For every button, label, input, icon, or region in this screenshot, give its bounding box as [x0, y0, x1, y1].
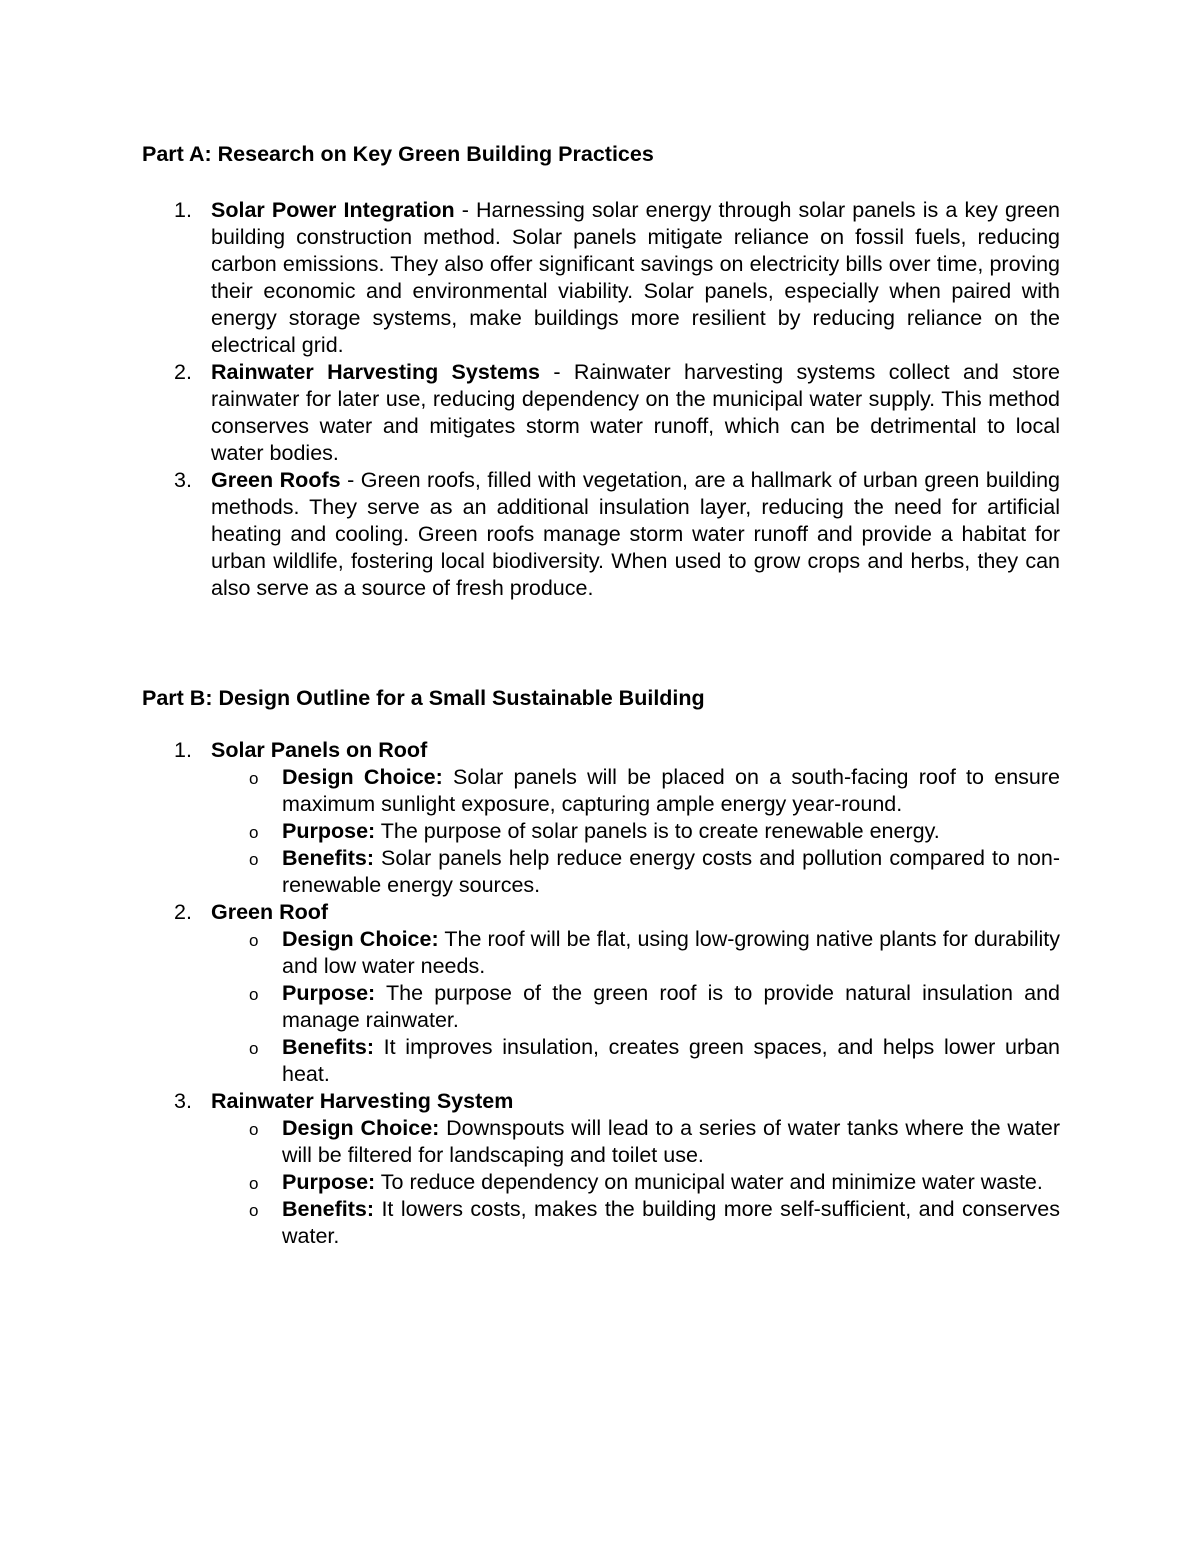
- bullet-icon: o: [249, 850, 259, 869]
- part-b-list: [0, 737, 1060, 1250]
- part-a-title: Part A: Research on Key Green Building Practices: [142, 142, 654, 166]
- point-text: Solar panels help reduce energy costs and pollution compared to non-renewable energy sources.: [282, 846, 1060, 897]
- point-text: To reduce dependency on municipal water and minimize water waste.: [375, 1170, 1043, 1194]
- point-text: Solar panels will be placed on a south-facing roof to ensure maximum sunlight exposure, capturing ample energy year-round.: [282, 765, 1060, 816]
- item-heading: Rainwater Harvesting System: [211, 1089, 514, 1113]
- point-label: Purpose:: [282, 819, 376, 843]
- item-text: Rainwater harvesting systems collect and store rainwater for later use, reducing dependency on the municipal water supply. This method conserves water and mitigates storm water runoff, which can be detrimental to local water bodies.: [211, 360, 1060, 465]
- bullet-icon: o: [249, 1174, 259, 1193]
- point-text: The purpose of the green roof is to provide natural insulation and manage rainwater.: [282, 981, 1060, 1032]
- part-a-item-green-roofs: [0, 467, 1060, 602]
- point-label: Purpose:: [282, 1170, 376, 1194]
- point-label: Benefits:: [282, 1035, 374, 1059]
- part-b-title: Part B: Design Outline for a Small Sustainable Building: [142, 686, 705, 710]
- design-choice-point: [211, 926, 1060, 980]
- list-number: 2.: [174, 360, 192, 384]
- part-a-list: [0, 197, 1060, 602]
- bullet-icon: o: [249, 1120, 259, 1139]
- point-text: Downspouts will lead to a series of water tanks where the water will be filtered for landscaping and toilet use.: [282, 1116, 1061, 1167]
- bullet-icon: o: [249, 1039, 259, 1058]
- item-heading: Rainwater Harvesting Systems: [211, 360, 541, 384]
- item-text: Green roofs, filled with vegetation, are a hallmark of urban green building methods. They serve as an additional insulation layer, reducing the need for artificial heating and cooling. Green roofs manage storm water runoff and provide a habitat for urban wildlife, fostering local biodiversity. When used to grow crops and herbs, they can also serve as a source of fresh produce.: [211, 468, 1060, 600]
- point-text: It improves insulation, creates green spaces, and helps lower urban heat.: [282, 1035, 1060, 1086]
- item-heading: Green Roofs: [211, 468, 341, 492]
- list-number: 3.: [174, 468, 192, 492]
- part-a-item-solar-power: [0, 197, 1060, 359]
- point-label: Design Choice:: [282, 765, 443, 789]
- point-text: It lowers costs, makes the building more self-sufficient, and conserves water.: [282, 1197, 1060, 1248]
- point-label: Design Choice:: [282, 927, 439, 951]
- item-separator: -: [454, 198, 477, 222]
- bullet-icon: o: [249, 931, 259, 950]
- point-label: Design Choice:: [282, 1116, 440, 1140]
- benefits-point: [211, 845, 1060, 899]
- purpose-point: [211, 980, 1060, 1034]
- item-separator: -: [540, 360, 574, 384]
- item-heading: Green Roof: [211, 900, 329, 924]
- point-label: Benefits:: [282, 1197, 374, 1221]
- design-choice-point: [211, 1115, 1060, 1169]
- sub-list: [211, 926, 1060, 1088]
- point-text: The roof will be flat, using low-growing native plants for durability and low water needs.: [282, 927, 1060, 978]
- part-b-item-solar-panels: [0, 737, 1060, 899]
- benefits-point: [211, 1034, 1060, 1088]
- design-choice-point: [211, 764, 1060, 818]
- purpose-point: [211, 818, 1060, 845]
- item-heading: Solar Panels on Roof: [211, 738, 428, 762]
- list-number: 1.: [174, 198, 192, 222]
- list-number: 1.: [174, 738, 192, 762]
- benefits-point: [211, 1196, 1060, 1250]
- part-b-item-green-roof: [0, 899, 1060, 1088]
- part-a-item-rainwater: [0, 359, 1060, 467]
- item-text: Harnessing solar energy through solar panels is a key green building construction method. Solar panels mitigate reliance on fossil fuels, reducing carbon emissions. They also offer significant savings on electricity bills over time, proving their economic and environmental viability. Solar panels, especially when paired with energy storage systems, make buildings more resilient by reducing reliance on the electrical grid.: [211, 198, 1061, 357]
- point-label: Benefits:: [282, 846, 374, 870]
- bullet-icon: o: [249, 823, 259, 842]
- bullet-icon: o: [249, 985, 259, 1004]
- sub-list: [211, 1115, 1060, 1250]
- part-b-item-rainwater-system: [0, 1088, 1060, 1250]
- item-separator: -: [340, 468, 361, 492]
- purpose-point: [211, 1169, 1060, 1196]
- list-number: 3.: [174, 1089, 192, 1113]
- item-heading: Solar Power Integration: [211, 198, 455, 222]
- bullet-icon: o: [249, 1201, 259, 1220]
- list-number: 2.: [174, 900, 192, 924]
- bullet-icon: o: [249, 769, 259, 788]
- point-label: Purpose:: [282, 981, 376, 1005]
- sub-list: [211, 764, 1060, 899]
- point-text: The purpose of solar panels is to create renewable energy.: [375, 819, 940, 843]
